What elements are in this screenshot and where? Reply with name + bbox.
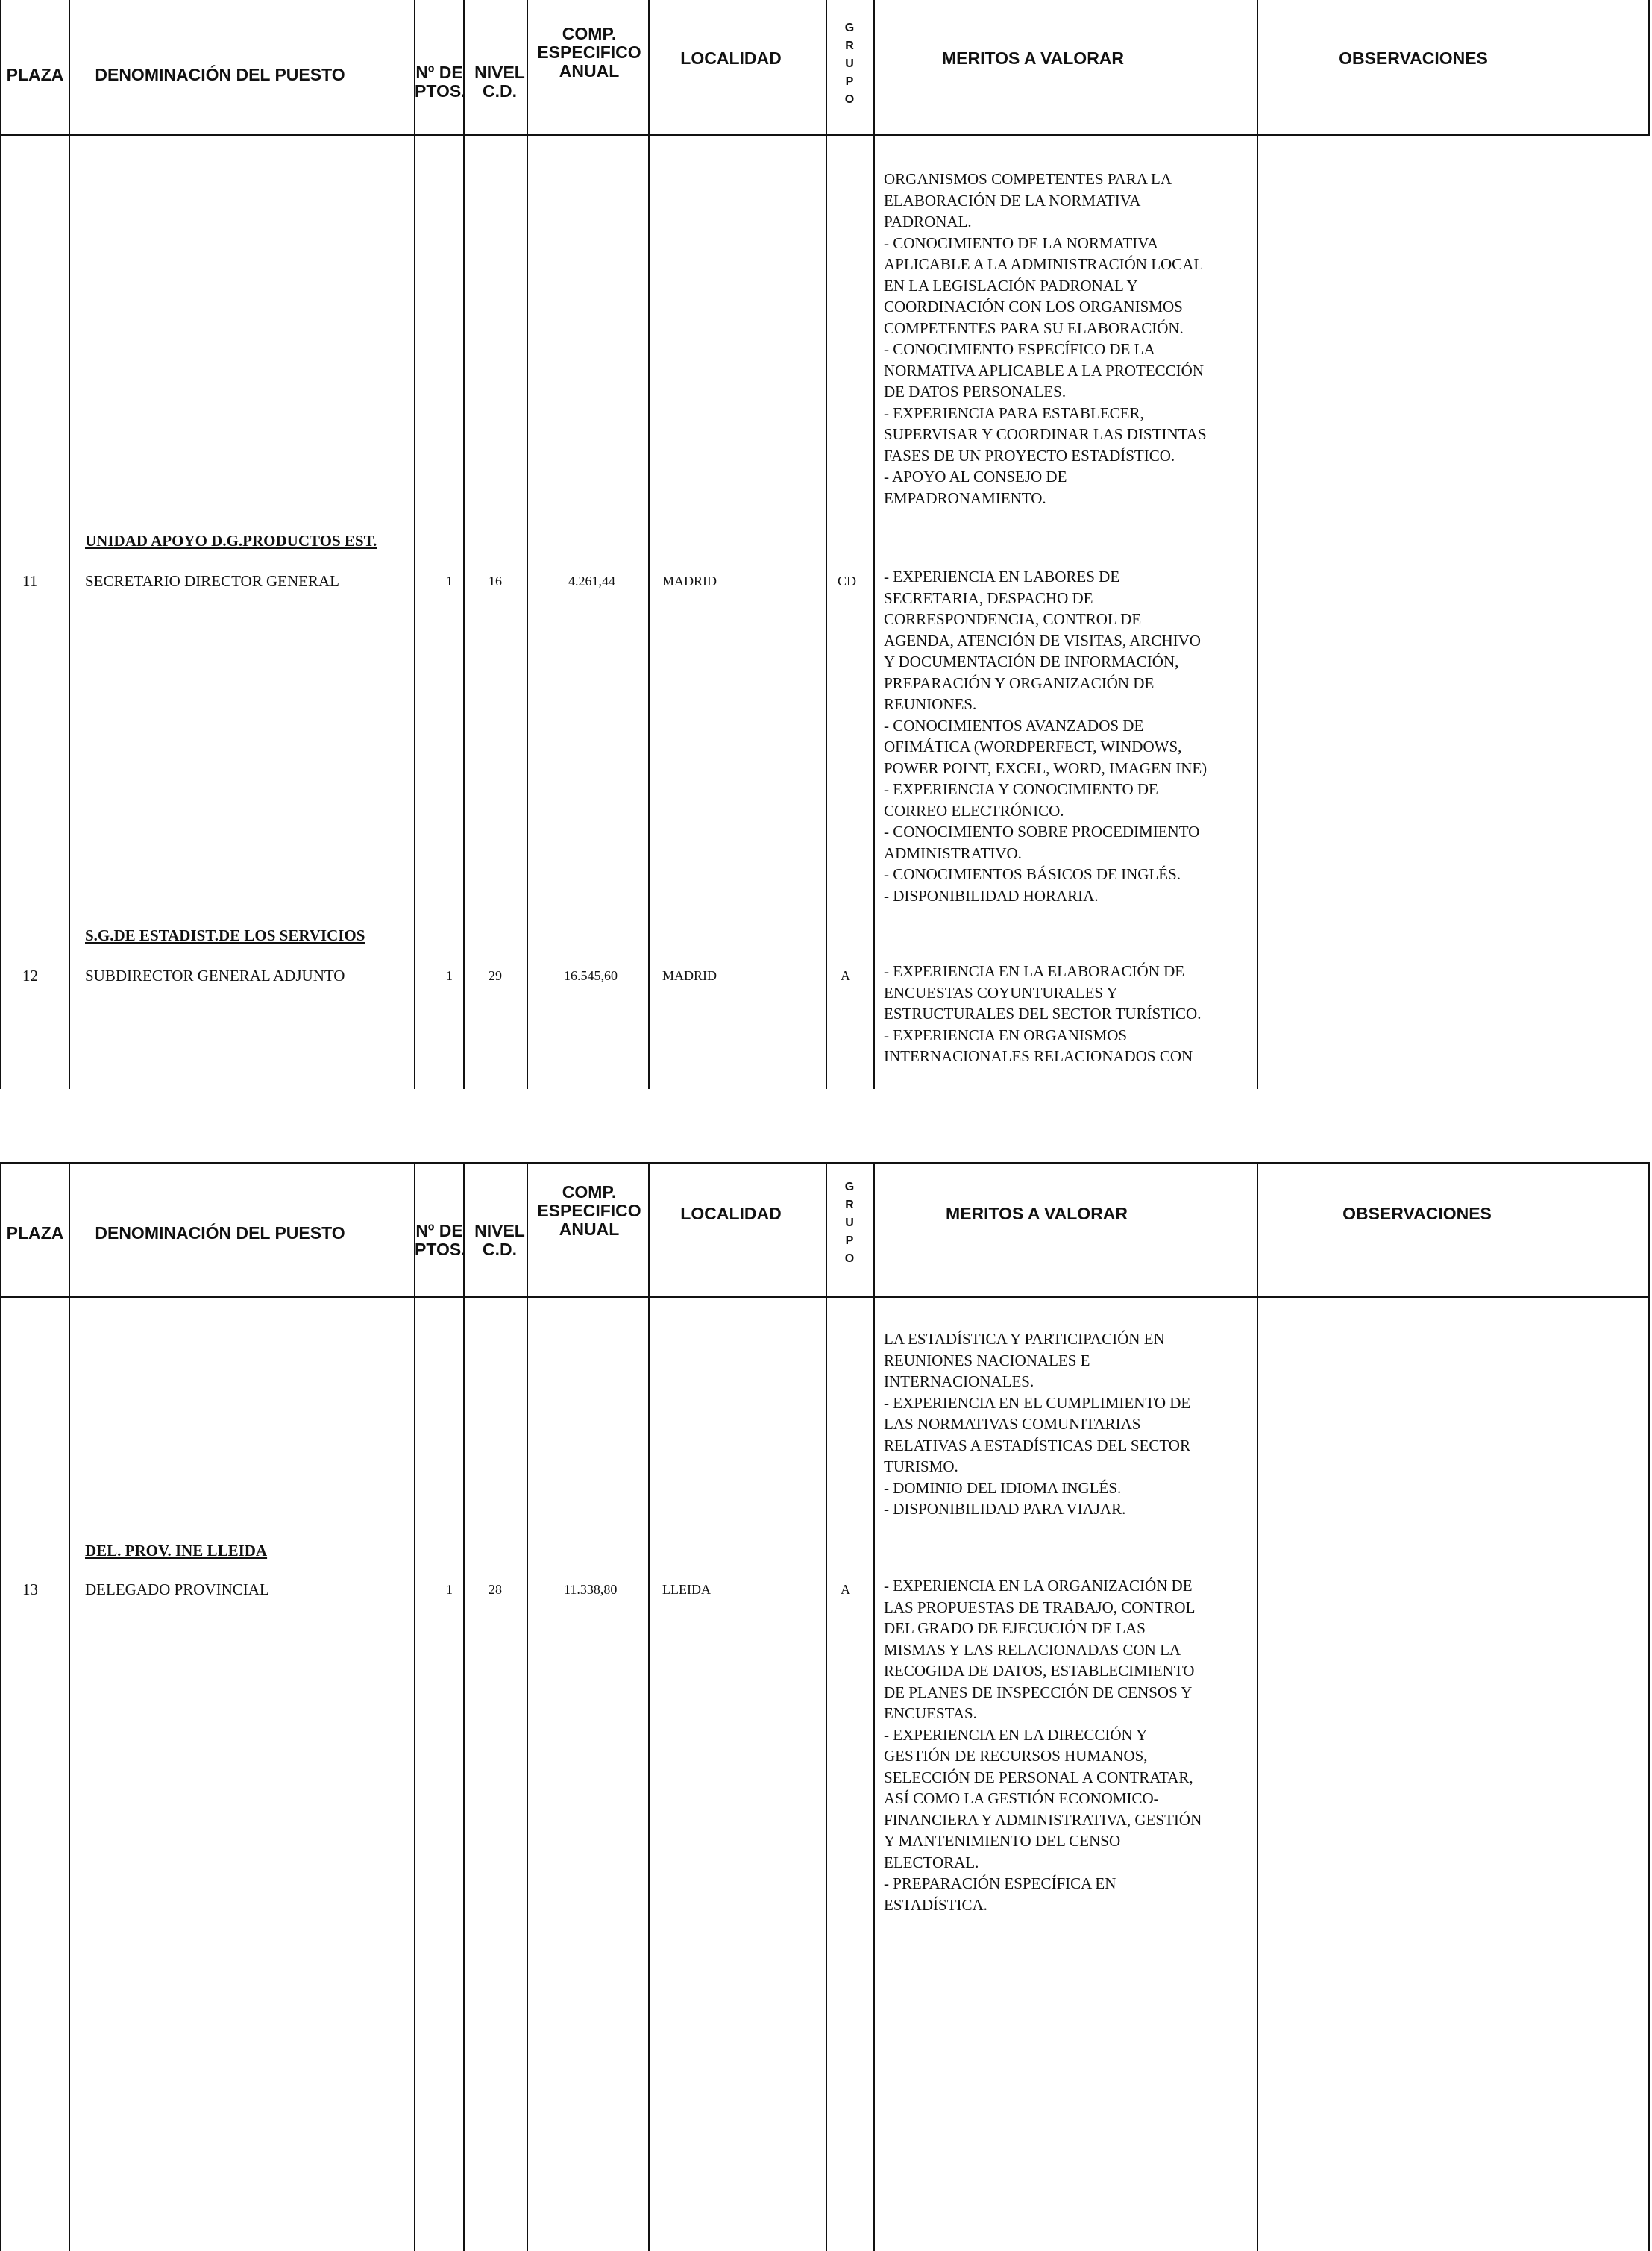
meritos-continued: LA ESTADÍSTICA Y PARTICIPACIÓN EN REUNIONES NACIONALES E INTERNACIONALES. - EXPERIENCIA EN EL CUMPLIMIENTO DE LAS NORMATIVAS COMUNITARIAS RELATIVAS A ESTADÍSTICAS DEL SECTOR TURISMO. - DOMINIO DEL IDIOMA INGLÉS. - DISPONIBILIDAD PARA VIAJAR. xyxy=(884,1330,1191,1518)
denominacion: SUBDIRECTOR GENERAL ADJUNTO xyxy=(85,967,345,985)
column-divider xyxy=(826,0,827,1089)
comp-especifico: 4.261,44 xyxy=(568,574,615,588)
header-meritos: MERITOS A VALORAR xyxy=(945,1204,1128,1223)
plaza-number: 13 xyxy=(22,1580,38,1598)
column-divider xyxy=(414,1162,415,2251)
header-nivel: NIVEL C.D. xyxy=(474,63,525,101)
column-divider xyxy=(463,1162,465,2251)
column-divider xyxy=(69,1162,70,2251)
header-localidad: LOCALIDAD xyxy=(680,48,782,68)
nivel: 16 xyxy=(489,574,502,588)
meritos: - EXPERIENCIA EN LA ORGANIZACIÓN DE LAS PROPUESTAS DE TRABAJO, CONTROL DEL GRADO DE EJECUCIÓN DE LAS MISMAS Y LAS RELACIONADAS CON LA RECOGIDA DE DATOS, ESTABLECIMIENTO DE PLANES DE INSPECCIÓN DE CENSOS Y ENCUESTAS. - EXPERIENCIA EN LA DIRECCIÓN Y GESTIÓN DE RECURSOS HUMANOS, SELECCIÓN DE PERSONAL A CONTRATAR, ASÍ COMO LA GESTIÓN ECONOMICO- FINANCIERA Y ADMINISTRATIVA, GESTIÓN Y MANTENIMIENTO DEL CENSO ELECTORAL. - PREPARACIÓN ESPECÍFICA EN ESTADÍSTICA. xyxy=(884,1577,1202,1914)
column-divider xyxy=(1648,1162,1650,2251)
localidad: LLEIDA xyxy=(662,1582,711,1597)
column-divider xyxy=(873,1162,875,2251)
header-denominacion: DENOMINACIÓN DEL PUESTO xyxy=(95,65,345,84)
comp-especifico: 16.545,60 xyxy=(564,968,618,983)
unit-heading: S.G.DE ESTADIST.DE LOS SERVICIOS xyxy=(85,926,365,944)
column-divider xyxy=(648,0,650,1089)
nivel: 29 xyxy=(489,968,502,983)
grupo: A xyxy=(841,968,850,983)
header-bottom-border xyxy=(0,1296,1650,1298)
header-meritos: MERITOS A VALORAR xyxy=(941,48,1125,68)
header-plaza: PLAZA xyxy=(6,1223,64,1243)
num-ptos: 1 xyxy=(446,968,453,983)
column-divider xyxy=(527,1162,528,2251)
meritos-continued: ORGANISMOS COMPETENTES PARA LA ELABORACIÓN DE LA NORMATIVA PADRONAL. - CONOCIMIENTO DE LA NORMATIVA APLICABLE A LA ADMINISTRACIÓN LOCAL EN LA LEGISLACIÓN PADRONAL Y COORDINACIÓN CON LOS ORGANISMOS COMPETENTES PARA SU ELABORACIÓN. - CONOCIMIENTO ESPECÍFICO DE LA NORMATIVA APLICABLE A LA PROTECCIÓN DE DATOS PERSONALES. - EXPERIENCIA PARA ESTABLECER, SUPERVISAR Y COORDINAR LAS DISTINTAS FASES DE UN PROYECTO ESTADÍSTICO. - APOYO AL CONSEJO DE EMPADRONAMIENTO. xyxy=(884,170,1207,507)
plaza-number: 11 xyxy=(22,572,38,590)
header-comp-especifico: COMP. ESPECIFICO ANUAL xyxy=(537,24,641,81)
header-plaza: PLAZA xyxy=(6,65,64,84)
column-divider xyxy=(0,0,1,1089)
column-divider xyxy=(1257,0,1258,1089)
plaza-number: 12 xyxy=(22,967,38,985)
localidad: MADRID xyxy=(662,574,717,588)
comp-especifico: 11.338,80 xyxy=(564,1582,618,1597)
header-observaciones: OBSERVACIONES xyxy=(1342,1204,1492,1223)
column-divider xyxy=(826,1162,827,2251)
header-localidad: LOCALIDAD xyxy=(680,1204,782,1223)
table-page-1 xyxy=(0,0,1652,1089)
header-denominacion: DENOMINACIÓN DEL PUESTO xyxy=(95,1223,345,1243)
column-divider xyxy=(648,1162,650,2251)
column-divider xyxy=(414,0,415,1089)
nivel: 28 xyxy=(489,1582,502,1597)
column-divider xyxy=(527,0,528,1089)
table-page-2 xyxy=(0,1162,1652,2251)
num-ptos: 1 xyxy=(446,1582,453,1597)
denominacion: SECRETARIO DIRECTOR GENERAL xyxy=(85,572,339,590)
column-divider xyxy=(69,0,70,1089)
meritos: - EXPERIENCIA EN LABORES DE SECRETARIA, DESPACHO DE CORRESPONDENCIA, CONTROL DE AGENDA, ATENCIÓN DE VISITAS, ARCHIVO Y DOCUMENTACIÓN DE INFORMACIÓN, PREPARACIÓN Y ORGANIZACIÓN DE REUNIONES. - CONOCIMIENTOS AVANZADOS DE OFIMÁTICA (WORDPERFECT, WINDOWS, POWER POINT, EXCEL, WORD, IMAGEN INE) - EXPERIENCIA Y CONOCIMIENTO DE CORREO ELECTRÓNICO. - CONOCIMIENTO SOBRE PROCEDIMIENTO ADMINISTRATIVO. - CONOCIMIENTOS BÁSICOS DE INGLÉS. - DISPONIBILIDAD HORARIA. xyxy=(884,568,1207,905)
unit-heading: DEL. PROV. INE LLEIDA xyxy=(85,1542,268,1560)
header-top-border xyxy=(0,1162,1650,1164)
grupo: CD xyxy=(838,574,857,588)
header-nivel: NIVEL C.D. xyxy=(474,1221,525,1259)
header-bottom-border xyxy=(0,134,1650,136)
grupo: A xyxy=(841,1582,850,1597)
header-observaciones: OBSERVACIONES xyxy=(1339,48,1488,68)
column-divider xyxy=(1257,1162,1258,2251)
column-divider xyxy=(0,1162,1,2251)
column-divider xyxy=(873,0,875,1089)
meritos: - EXPERIENCIA EN LA ELABORACIÓN DE ENCUESTAS COYUNTURALES Y ESTRUCTURALES DEL SECTOR TURÍSTICO. - EXPERIENCIA EN ORGANISMOS INTERNACIONALES RELACIONADOS CON xyxy=(884,962,1202,1065)
column-divider xyxy=(463,0,465,1089)
header-num-ptos: Nº DE PTOS. xyxy=(415,63,466,101)
num-ptos: 1 xyxy=(446,574,453,588)
header-num-ptos: Nº DE PTOS. xyxy=(415,1221,466,1259)
localidad: MADRID xyxy=(662,968,717,983)
denominacion: DELEGADO PROVINCIAL xyxy=(85,1580,269,1598)
header-grupo: G R U P O xyxy=(844,22,855,106)
unit-heading: UNIDAD APOYO D.G.PRODUCTOS EST. xyxy=(85,532,377,550)
header-comp-especifico: COMP. ESPECIFICO ANUAL xyxy=(537,1182,641,1239)
header-grupo: G R U P O xyxy=(844,1181,855,1265)
column-divider xyxy=(1648,0,1650,134)
